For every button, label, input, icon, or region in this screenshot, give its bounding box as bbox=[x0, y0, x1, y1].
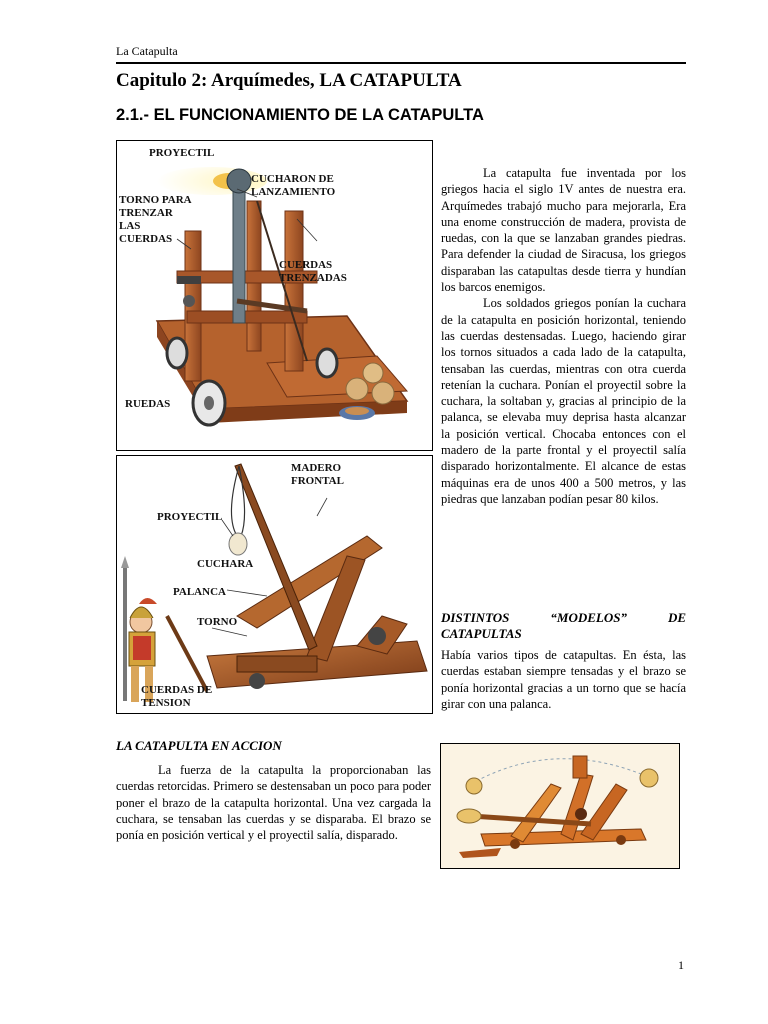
label-proyectil-2: PROYECTIL bbox=[157, 511, 223, 523]
label-palanca: PALANCA bbox=[173, 586, 226, 598]
section-title: 2.1.- EL FUNCIONAMIENTO DE LA CATAPULTA bbox=[116, 106, 484, 124]
action-heading: LA CATAPULTA EN ACCION bbox=[116, 738, 282, 753]
label-madero-frontal: MADERO FRONTAL bbox=[291, 462, 344, 487]
figure-cartoon-catapult bbox=[440, 743, 680, 869]
chapter-title: Capitulo 2: Arquímedes, LA CATAPULTA bbox=[116, 70, 462, 91]
models-text: Había varios tipos de catapultas. En ésta, las cuerdas estaban siempre tensadas y el brazo se ponía horizontal gracias a un torno que se hacía girar con una palanca. bbox=[441, 648, 686, 711]
action-paragraph: La fuerza de la catapulta la proporcionaban las cuerdas retorcidas. Primero se destensaban un poco para poder poner el brazo de la catapulta horizontal. Una vez cargada la cuchara, se tensaban las cuerdas y se disparaba. El brazo se ponía en posición vertical y el proyectil salía, disparado. bbox=[116, 763, 431, 843]
running-header: La Catapulta bbox=[116, 44, 178, 58]
label-cuerdas-trenzadas: CUERDAS TRENZADAS bbox=[279, 259, 347, 284]
cartoon-catapult-illustration bbox=[441, 744, 679, 868]
label-cucharon: CUCHARON DE LANZAMIENTO bbox=[251, 173, 336, 198]
figure-torsion-catapult bbox=[116, 455, 433, 714]
models-heading: DISTINTOS “MODELOS” DE CATAPULTAS bbox=[441, 610, 686, 641]
torsion-catapult-illustration bbox=[117, 456, 432, 713]
action-text bbox=[116, 762, 431, 843]
header-rule bbox=[116, 62, 686, 64]
page-number: 1 bbox=[678, 958, 684, 972]
label-cuerdas-de-tension: CUERDAS DE TENSION bbox=[141, 684, 213, 709]
label-torno: TORNO bbox=[197, 616, 238, 628]
label-ruedas: RUEDAS bbox=[125, 398, 171, 410]
label-cuchara: CUCHARA bbox=[197, 558, 254, 570]
label-torno-para-trenzar: TORNO PARA TRENZAR LAS CUERDAS bbox=[119, 194, 192, 245]
paragraph-invention: La catapulta fue inventada por los griegos hacia el siglo 1V antes de nuestra era. Arquímedes trabajó mucho para mejorarla, Era una enome construcción de madera, provista de ruedas, con la que se lanzaban grandes piedras. Para defender la ciudad de Siracusa, los griegos disparaban las catapultas desde tierra y hundían los barcos enemigos. bbox=[441, 166, 686, 295]
figure-mobile-catapult bbox=[116, 140, 433, 451]
paragraph-operation: Los soldados griegos ponían la cuchara de la catapulta en posición horizontal, teniendo las cuerdas destensadas. Luego, haciendo girar los tornos situados a cada lado de la catapulta, tensaban las cuerdas, mientras con otra cuerda retenían la cuchara. Ponían el proyectil sobre la cuchara, la soltaban y, gracias al principio de la palanca, se elevaba muy deprisa hasta alcanzar la posición vertical. Chocaba entonces con el madero de la parte frontal y el proyectil salía disparado horizontalmente. El alcance de estas máquinas era de unos 400 a 500 metros, y las piedras que lanzaban podían pesar 80 kilos. bbox=[441, 296, 686, 506]
label-proyectil: PROYECTIL bbox=[149, 147, 215, 159]
right-column-text bbox=[441, 165, 686, 507]
